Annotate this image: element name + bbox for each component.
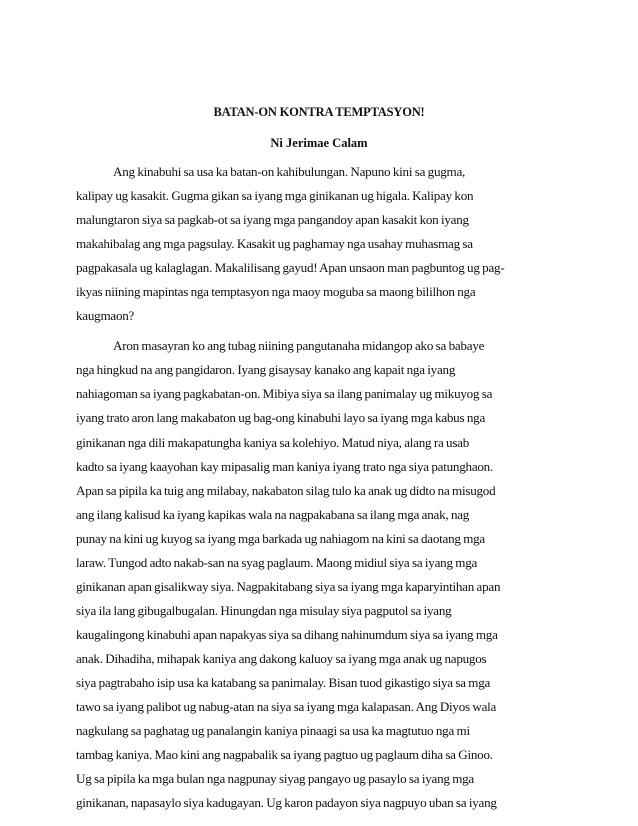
paragraph-line: iyang trato aron lang makabaton ug bag-ong kinabuhi layo sa iyang mga kabus nga: [76, 410, 486, 426]
paragraph-line: Ug sa pipila ka mga bulan nga nagpunay siyag pangayo ug pasaylo sa iyang mga: [76, 771, 474, 787]
paragraph-line: kaugmaon?: [76, 308, 135, 324]
paragraph-line: ginikanan nga dili makapatungha kaniya sa kolehiyo. Matud niya, alang ra usab: [76, 434, 470, 450]
paragraph-line: Apan sa pipila ka tuig ang milabay, nakabaton silag tulo ka anak ug didto na misugod: [76, 482, 496, 498]
paragraph-line: siya ila lang gibugalbugalan. Hinungdan nga misulay siya pagputol sa iyang: [76, 602, 452, 618]
paragraph-line: ang ilang kalisud ka iyang kapikas wala na nagpakabana sa ilang mga anak, nag: [76, 506, 470, 522]
paragraph-line: punay na kini ug kuyog sa iyang mga barkada ug nahiagom na kini sa daotang mga: [76, 530, 485, 546]
paragraph-line: kadto sa iyang kaayohan kay mipasalig man kaniya iyang trato nga siya patunghaon.: [76, 458, 493, 474]
paragraph-line: nagkulang sa paghatag ug panalangin kaniya pinaagi sa usa ka magtutuo nga mi: [76, 723, 470, 739]
paragraph-line: pagpakasala ug kalaglagan. Makalilisang gayud! Apan unsaon man pagbuntog ug pag-: [76, 260, 505, 276]
document-body: [76, 160, 564, 815]
document-author: Ni Jerimae Calam: [270, 136, 368, 150]
document-title: BATAN-ON KONTRA TEMPTASYON!: [213, 105, 425, 119]
paragraph-line: kalipay ug kasakit. Gugma gikan sa iyang mga ginikanan ug higala. Kalipay kon: [76, 188, 474, 204]
paragraph-line: malungtaron siya sa pagkab-ot sa iyang mga pangandoy apan kasakit kon iyang: [76, 212, 469, 228]
paragraph-line: siya pagtrabaho isip usa ka katabang sa panimalay. Bisan tuod gikastigo siya sa mga: [76, 674, 491, 690]
paragraph-1: [76, 160, 564, 328]
paragraph-line: anak. Dihadiha, mihapak kaniya ang dakong kaluoy sa iyang mga anak ug napugos: [76, 650, 487, 666]
paragraph-line: tawo sa iyang palibot ug nabug-atan na siya sa iyang mga kalapasan. Ang Diyos wala: [76, 699, 497, 715]
paragraph-line: tambag kaniya. Mao kini ang nagpabalik sa iyang pagtuo ug paglaum diha sa Ginoo.: [76, 747, 493, 763]
paragraph-line: Ang kinabuhi sa usa ka batan-on kahibulungan. Napuno kini sa gugma,: [113, 164, 466, 179]
paragraph-line: Aron masayran ko ang tubag niining pangutanaha midangop ako sa babaye: [113, 338, 485, 354]
paragraph-line: ginikanan apan gisalikway siya. Nagpakitabang siya sa iyang mga kaparyintihan apan: [76, 578, 501, 594]
paragraph-2: [76, 334, 564, 815]
paragraph-line: ikyas niining mapintas nga temptasyon nga maoy moguba sa maong bililhon nga: [76, 284, 476, 300]
paragraph-line: makahibalag ang mga pagsulay. Kasakit ug paghamay nga usahay muhasmag sa: [76, 236, 473, 252]
paragraph-line: nahiagoman sa iyang pagkabatan-on. Mibiya siya sa ilang panimalay ug mikuyog sa: [76, 386, 493, 402]
paragraph-line: laraw. Tungod adto nakab-san na syag paglaum. Maong midiul siya sa iyang mga: [76, 554, 478, 570]
paragraph-line: kaugalingong kinabuhi apan napakyas siya sa dihang nahinumdum siya sa iyang mga: [76, 626, 498, 642]
paragraph-line: ginikanan, napasaylo siya kadugayan. Ug karon padayon siya nagpuyo uban sa iyang: [76, 795, 497, 811]
paragraph-line: nga hingkud na ang pangidaron. Iyang gisaysay kanako ang kapait nga iyang: [76, 362, 456, 378]
